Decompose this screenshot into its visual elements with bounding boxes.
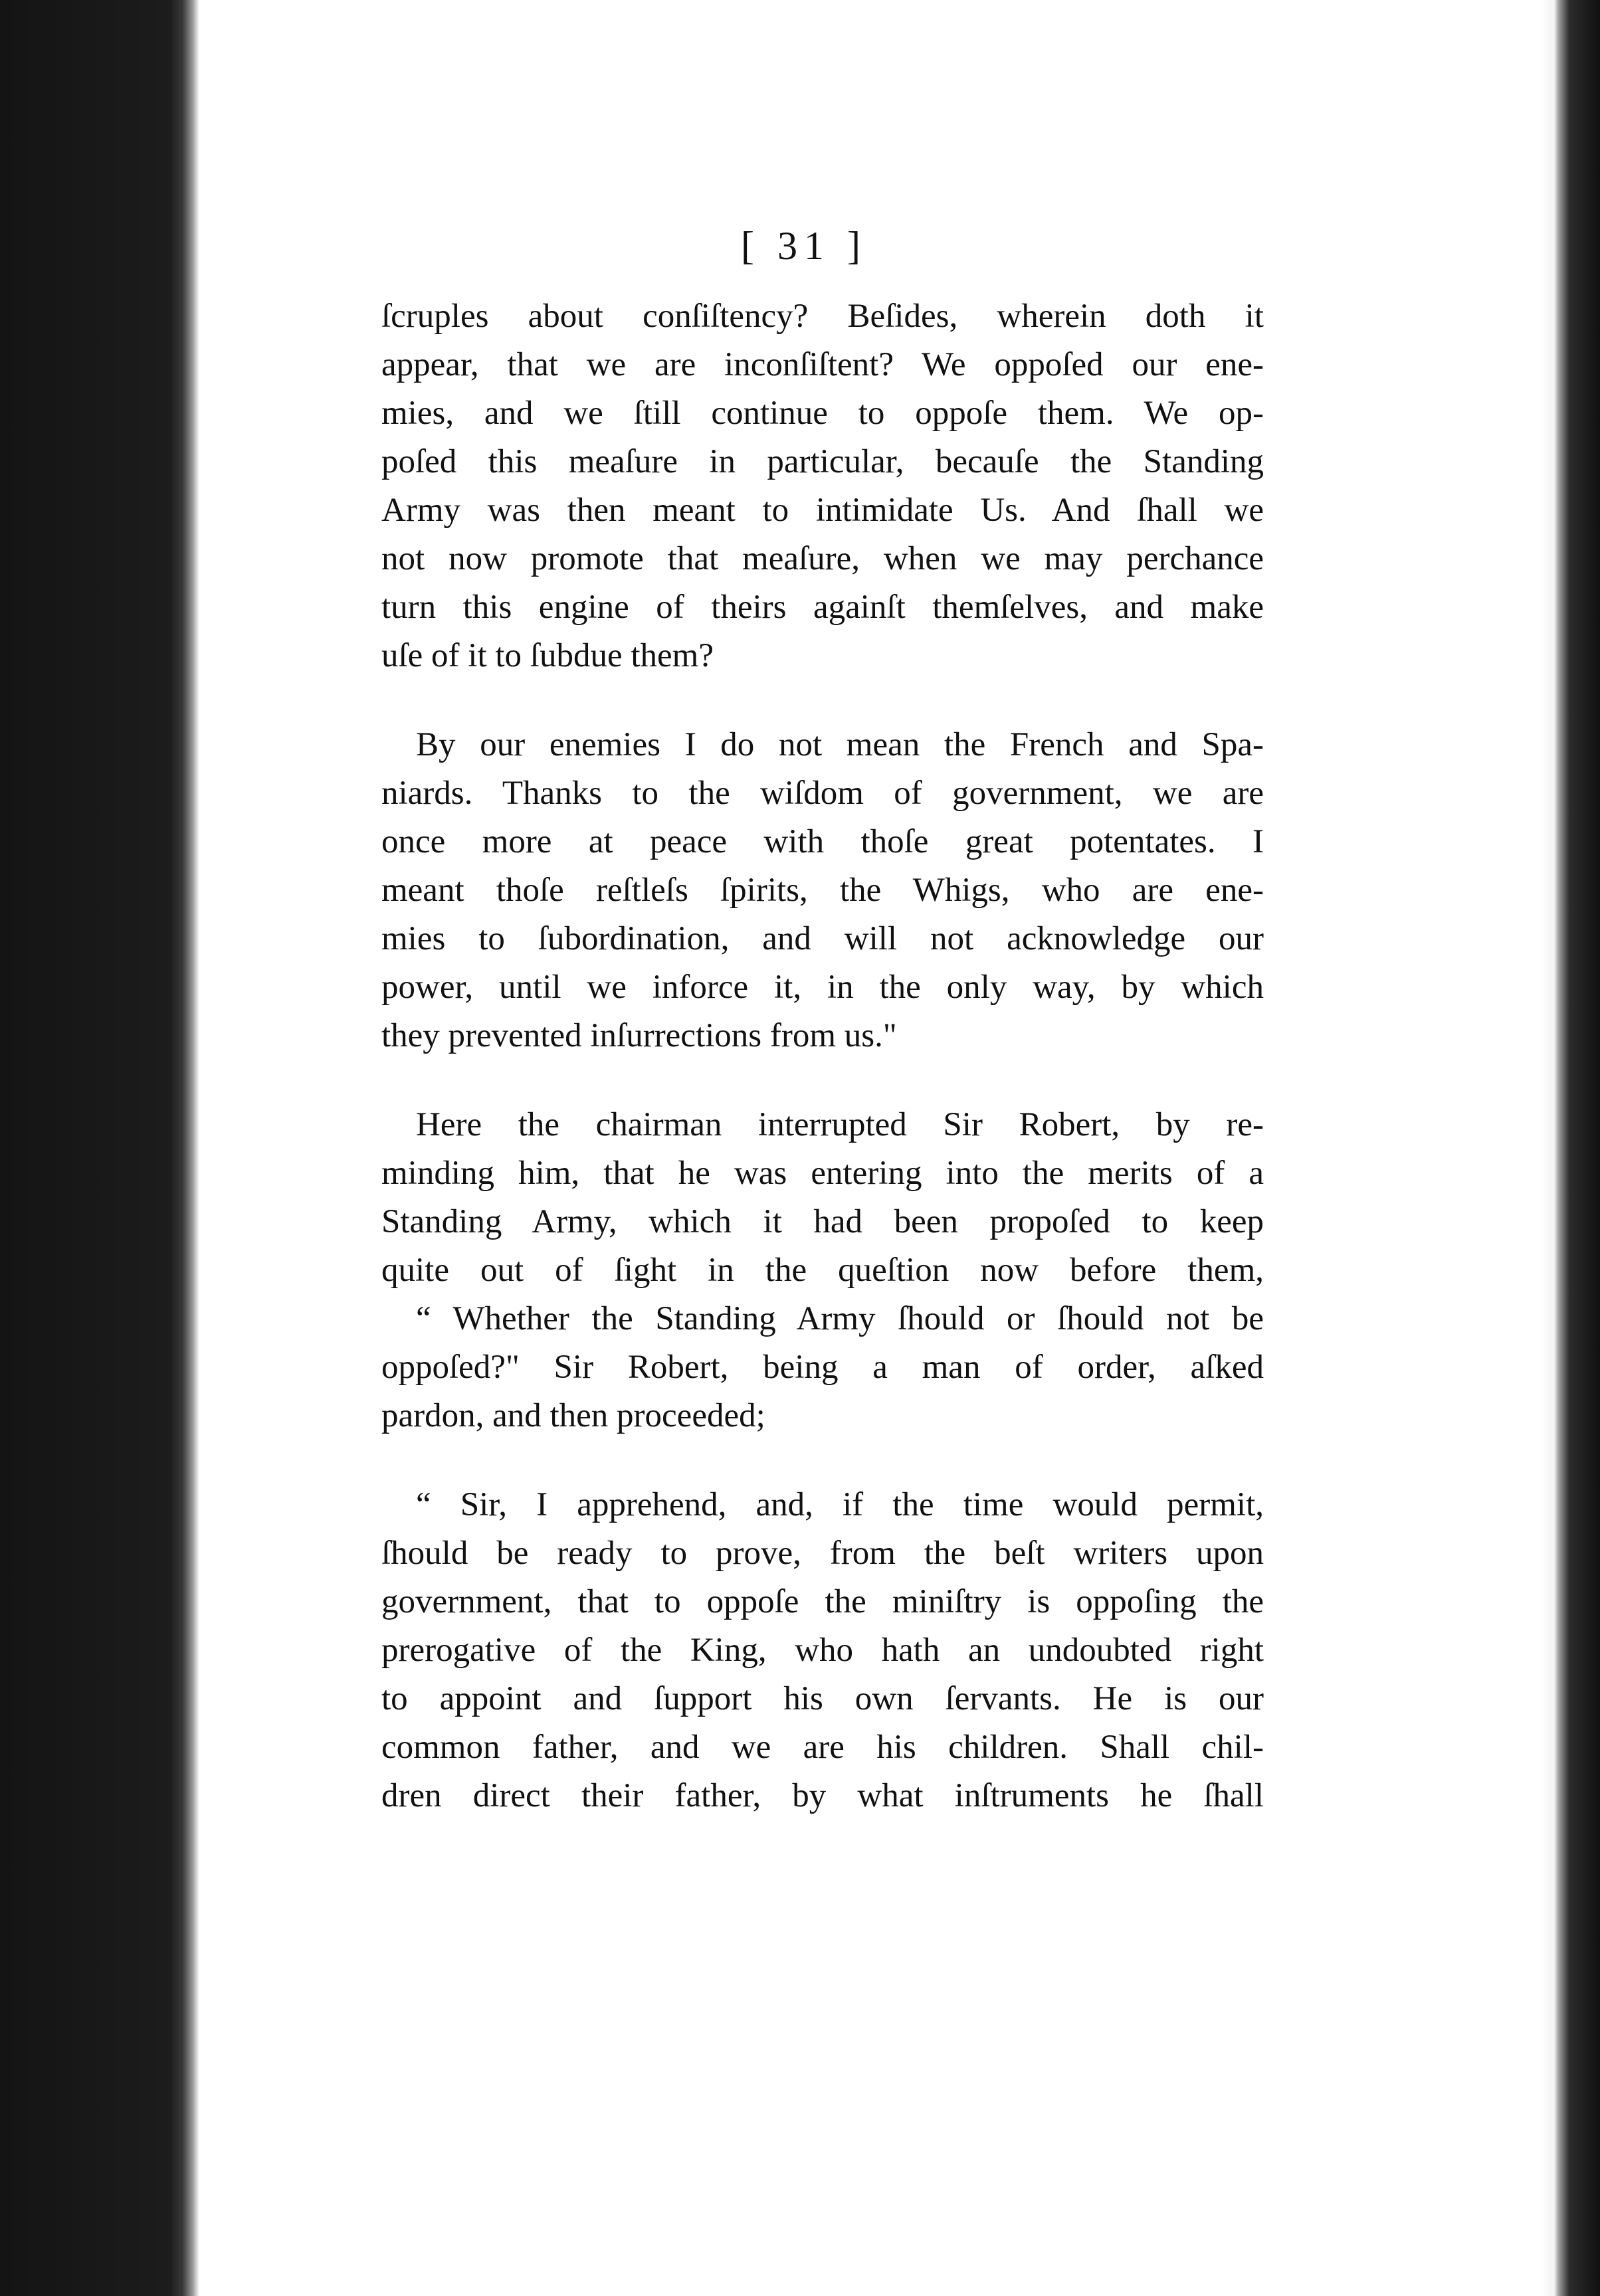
text-line: quite out of ſight in the queſtion now before them, xyxy=(381,1252,1264,1289)
text-line: mies to ſubordination, and will not acknowledge our xyxy=(381,920,1264,957)
text-line: common father, and we are his children. Shall chil- xyxy=(381,1729,1264,1766)
text-line: once more at peace with thoſe great potentates. I xyxy=(381,823,1264,860)
paragraph-gap xyxy=(381,1060,1264,1101)
text-line: prerogative of the King, who hath an undoubted right xyxy=(381,1632,1264,1669)
text-line: they prevented inſurrections from us." xyxy=(381,1017,897,1054)
text-line: By our enemies I do not mean the French and Spa- xyxy=(416,726,1264,763)
text-line: poſed this meaſure in particular, becauſe the Standing xyxy=(381,443,1264,480)
text-line: appear, that we are inconſiſtent? We oppoſed our ene- xyxy=(381,346,1264,383)
right-binding-shadow xyxy=(1553,0,1600,2296)
text-line: dren direct their father, by what inſtruments he ſhall xyxy=(381,1777,1264,1814)
text-line: to appoint and ſupport his own ſervants. He is our xyxy=(381,1680,1264,1717)
text-line: Standing Army, which it had been propoſed to keep xyxy=(381,1203,1264,1240)
paragraph xyxy=(381,1101,1264,1440)
left-binding-shadow xyxy=(0,0,199,2296)
text-line: meant thoſe reſtleſs ſpirits, the Whigs, who are ene- xyxy=(381,872,1264,909)
text-line: ſcruples about conſiſtency? Beſides, wherein doth it xyxy=(381,298,1264,335)
text-line: Here the chairman interrupted Sir Robert, by re- xyxy=(416,1106,1264,1143)
text-line: minding him, that he was entering into the merits of a xyxy=(381,1155,1264,1192)
paragraph-gap xyxy=(381,680,1264,721)
paragraph xyxy=(381,721,1264,1060)
text-line: mies, and we ſtill continue to oppoſe them. We op- xyxy=(381,395,1264,432)
text-line: government, that to oppoſe the miniſtry is oppoſing the xyxy=(381,1583,1264,1620)
body-text xyxy=(381,292,1264,1820)
paragraph xyxy=(381,292,1264,680)
text-line: uſe of it to ſubdue them? xyxy=(381,637,714,674)
text-line: pardon, and then proceeded; xyxy=(381,1397,765,1434)
text-line: “ Sir, I apprehend, and, if the time would permit, xyxy=(416,1486,1264,1523)
text-line: not now promote that meaſure, when we may perchance xyxy=(381,540,1264,577)
text-line: ſhould be ready to prove, from the beſt writers upon xyxy=(381,1535,1264,1572)
paragraph xyxy=(381,1481,1264,1820)
text-line: power, until we inforce it, in the only way, by which xyxy=(381,969,1264,1006)
text-line: turn this engine of theirs againſt themſelves, and make xyxy=(381,589,1264,626)
page-number: [ 31 ] xyxy=(741,224,867,268)
text-line: oppoſed?" Sir Robert, being a man of order, aſked xyxy=(381,1349,1264,1386)
paragraph-gap xyxy=(381,1440,1264,1481)
page-edge xyxy=(1542,0,1553,2296)
text-line: niards. Thanks to the wiſdom of government, we are xyxy=(381,775,1264,812)
text-line: “ Whether the Standing Army ſhould or ſhould not be xyxy=(416,1300,1264,1337)
text-line: Army was then meant to intimidate Us. And ſhall we xyxy=(381,492,1264,529)
